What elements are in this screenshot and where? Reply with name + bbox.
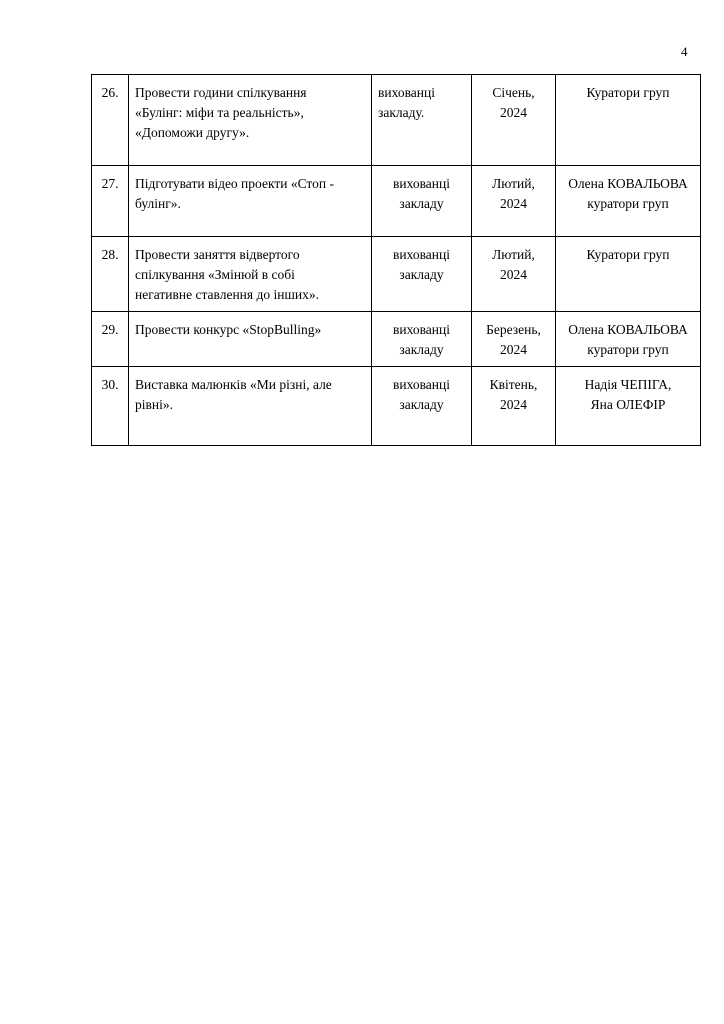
table-row — [92, 166, 701, 237]
participants: вихованці закладу — [372, 367, 472, 446]
row-number: 28. — [92, 237, 129, 312]
deadline: Березень, 2024 — [472, 312, 556, 367]
responsible: Олена КОВАЛЬОВА куратори груп — [556, 312, 701, 367]
row-number: 27. — [92, 166, 129, 237]
deadline: Січень, 2024 — [472, 75, 556, 166]
responsible: Олена КОВАЛЬОВА куратори груп — [556, 166, 701, 237]
table-row — [92, 367, 701, 446]
responsible: Надія ЧЕПІГА, Яна ОЛЕФІР — [556, 367, 701, 446]
participants: вихованці закладу. — [372, 75, 472, 166]
page-number: 4 — [681, 44, 688, 59]
activity-description: Провести заняття відвертого спілкування «Змінюй в собі негативне ставлення до інших». — [129, 237, 372, 312]
table-row — [92, 75, 701, 166]
participants: вихованці закладу — [372, 312, 472, 367]
deadline: Квітень, 2024 — [472, 367, 556, 446]
responsible: Куратори груп — [556, 75, 701, 166]
deadline: Лютий, 2024 — [472, 166, 556, 237]
row-number: 30. — [92, 367, 129, 446]
activity-description: Виставка малюнків «Ми різні, але рівні». — [129, 367, 372, 446]
activity-description: Провести години спілкування «Булінг: міфи та реальність», «Допоможи другу». — [129, 75, 372, 166]
table-row — [92, 312, 701, 367]
activity-description: Підготувати відео проекти «Стоп - булінг». — [129, 166, 372, 237]
participants: вихованці закладу — [372, 166, 472, 237]
responsible: Куратори груп — [556, 237, 701, 312]
deadline: Лютий, 2024 — [472, 237, 556, 312]
row-number: 26. — [92, 75, 129, 166]
participants: вихованці закладу — [372, 237, 472, 312]
row-number: 29. — [92, 312, 129, 367]
activity-description: Провести конкурс «StopBulling» — [129, 312, 372, 367]
table-row — [92, 237, 701, 312]
activity-plan-table — [91, 74, 701, 446]
